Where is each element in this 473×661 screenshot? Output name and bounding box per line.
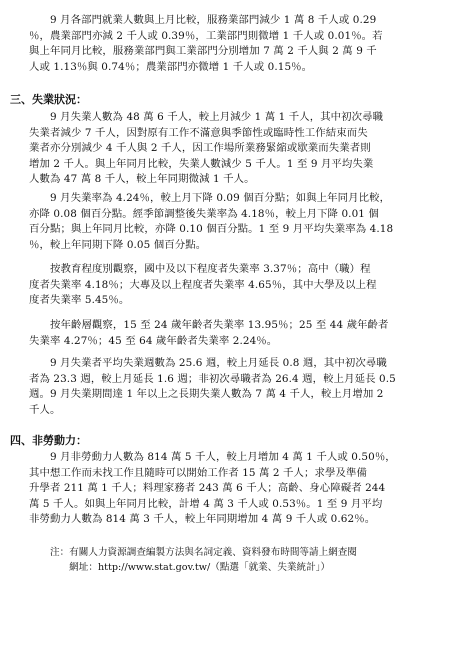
text-line: 9 月失業人數為 48 萬 6 千人，較上月減少 1 萬 1 千人，其中初次尋職	[29, 111, 384, 123]
text-line: 萬 5 千人。如與上年同月比較，計增 4 萬 3 千人或 0.53％。1 至 9 月平均	[29, 497, 383, 510]
paragraph-by-age	[29, 318, 465, 349]
text-line: 業者亦分別減少 4 千人與 2 千人，因工作場所業務緊縮或歇業而失業者則	[29, 142, 371, 155]
text-line: 與上年同月比較，服務業部門與工業部門分別增加 7 萬 2 千人與 2 萬 9 千	[29, 45, 377, 58]
paragraph-unemployment-count	[29, 110, 465, 188]
text-line: 者為 23.3 週，較上月延長 1.6 週；非初次尋職者為 26.4 週，較上月延長 0.5	[29, 372, 396, 385]
text-line: 千人。	[29, 403, 61, 416]
text-line: 升學者 211 萬 1 千人；料理家務者 243 萬 6 千人；高齡、身心障礙者 244	[29, 482, 386, 495]
text-line: 週。9 月失業期間達 1 年以上之長期失業人數為 7 萬 4 千人，較上月增加 2	[29, 388, 384, 401]
paragraph-non-labor-force	[29, 450, 465, 528]
text-line: ％，農業部門亦減 2 千人或 0.39％，工業部門則微增 1 千人或 0.01％。若	[29, 29, 383, 42]
paragraph-unemployment-rate	[29, 191, 465, 253]
text-line: 度者失業率 5.45％。	[29, 294, 130, 307]
paragraph-by-education	[29, 262, 465, 309]
text-line: 9 月失業率為 4.24％，較上月下降 0.09 個百分點；如與上年同月比較，	[29, 192, 391, 204]
paragraph-employment-by-sector	[29, 13, 465, 75]
section-heading-unemployment: 三、失業狀況：	[10, 93, 87, 106]
text-line: 增加 2 千人。與上年同月比較，失業人數減少 5 千人。1 至 9 月平均失業	[29, 157, 374, 170]
text-line: 度者失業率 4.18％；大專及以上程度者失業率 4.65％，其中大學及以上程	[29, 278, 377, 291]
text-line: 人數為 47 萬 8 千人，較上年同期微減 1 千人。	[29, 173, 255, 186]
text-line: 失業率 4.27％；45 至 64 歲年齡者失業率 2.24％。	[29, 334, 278, 347]
text-line: 非勞動力人數為 814 萬 3 千人，較上年同期增加 4 萬 9 千人或 0.62％。	[29, 513, 376, 526]
text-line: 亦降 0.08 個百分點。經季節調整後失業率為 4.18％，較上月下降 0.01 個	[29, 207, 379, 220]
section-heading-non-labor-force: 四、非勞動力：	[10, 434, 87, 447]
footnote	[50, 545, 357, 575]
footnote-line: 注：有關人力資源調查編製方法與名詞定義、資料發布時間等請上網查閱	[50, 547, 357, 558]
text-line: 9 月失業者平均失業週數為 25.6 週，較上月延長 0.8 週，其中初次尋職	[29, 357, 387, 369]
text-line: 百分點；與上年同月比較，亦降 0.10 個百分點。1 至 9 月平均失業率為 4.18	[29, 223, 394, 236]
text-line: 人或 1.13％與 0.74％；農業部門亦微增 1 千人或 0.15％。	[29, 60, 313, 73]
text-line: 9 月非勞動力人數為 814 萬 5 千人，較上月增加 4 萬 1 千人或 0.50％，	[29, 451, 396, 463]
text-line: 其中想工作而未找工作且隨時可以開始工作者 15 萬 2 千人；求學及準備	[29, 466, 367, 479]
footnote-url-line: 網址：http://www.stat.gov.tw/（點選「就業、失業統計」）	[50, 562, 331, 573]
text-line: 9 月各部門就業人數與上月比較，服務業部門減少 1 萬 8 千人或 0.29	[29, 14, 377, 26]
text-line: 失業者減少 7 千人，因對原有工作不滿意與季節性或臨時性工作結束而失	[29, 126, 368, 139]
text-line: ％，較上年同期下降 0.05 個百分點。	[29, 238, 207, 251]
paragraph-unemployment-duration	[29, 356, 465, 418]
text-line: 按年齡層觀察，15 至 24 歲年齡者失業率 13.95％；25 至 44 歲年齡者	[29, 319, 389, 331]
text-line: 按教育程度別觀察，國中及以下程度者失業率 3.37％；高中（職）程	[29, 263, 371, 275]
